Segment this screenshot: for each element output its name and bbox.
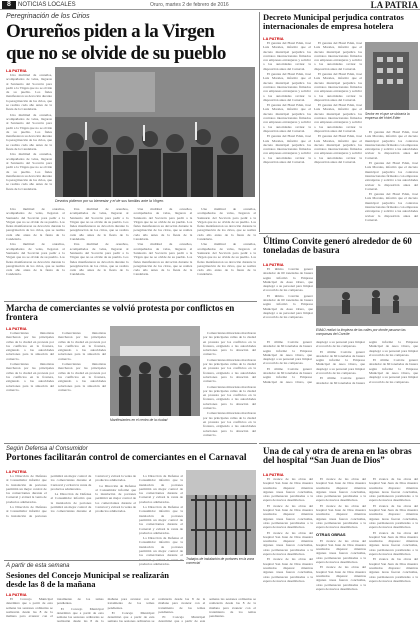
portones-body-2: La Dirección de Defensa al Consumidor informó que la instalación de portones permitirá un mejor control de los comerciantes durante el Carnaval y evitará la venta de productos adulterados. La Dirección de Defensa al Consumidor informó que la instalación de portones permitirá un mejor control de los comerciantes durante el Carnaval y evitará la venta de productos adulterados. La Dirección de Defensa al Consumidor informó que la instalación de portones permitirá un mejor control de los comerciantes durante el productos adulterados.	[139, 474, 183, 566]
decree-photo	[365, 42, 418, 110]
dateline: Oruro, martes 2 de febrero de 2016	[150, 2, 229, 8]
main-body: Una multitud de orureños, acompañados de velas, llegaron al Santuario del Socavón para pedir a la Virgen que no se olvide de su pueblo. Los fieles manifestaron su devoción durante la peregrinación de los cirios, que se realiza cada año antes de la fiesta de la Candelaria. Una multitud de orureños, acompañados de velas, llegaron al Santuario del Socavón para pedir a la Virgen que no se olvide de su pueblo. Los fieles manifestaron su devoción durante la peregrinación de los cirios, que se realiza cada año antes de la fiesta de la Candelaria. Una multitud de orureños, acompañados de velas, llegaron al Santuario del Socavón para pedir a la Virgen que no se olvide de su pueblo. Los fieles manifestaron su devoción durante la peregrinación de los cirios, que se realiza cada año antes de la fiesta de la Candelaria.	[6, 73, 52, 191]
convite-photo-caption: EMAO realizó la limpieza de las calles por donde pasaron las comparsas del Convite	[316, 328, 406, 337]
building-image	[365, 42, 418, 110]
hospital-headline: Una de cal y otra de arena en las obras del hospital “San Juan de Dios”	[263, 446, 412, 466]
main-photo	[55, 67, 255, 197]
decree-photo-caption: Sector en el que se ubicaría la empresa del Hotel Edén	[365, 112, 410, 121]
decree-body-2: El gerente del Hotel Edén, José Luis Morales, informó que el decreto municipal perjudica los contratos internacionales firmados con empresas extranjeras y solicitó a las autoridades revisar la disposición antes del Carnaval. El gerente del Hotel Edén, José Luis Morales, informó que el decreto municipal perjudica los contratos internacionales firmados con empresas extranjeras y solicitó a las autoridades revisar la disposición antes del Carnaval. El gerente del Hotel Edén, José Luis Morales, informó que el decreto municipal perjudica los contratos internacionales firmados con empresas extranjeras y solicitó a las autoridades revisar la disposición antes del Carnaval. El gerente del Hotel Edén, José Luis Morales, informó que el decreto municipal perjudica los contratos internacionales firmados con empresas extranjeras y solicitó a las autoridades revisar la disposición antes del Carnaval.	[314, 41, 362, 165]
hospital-body-3: El avance de las obras del hospital San Juan de Dios muestra resultados dispares: mientras algunas áreas fueron concluidas, otras permanecen paralizadas a la espera de nuevos desembolsos. El avance de las obras del hospital San Juan de Dios muestra resultados dispares: mientras algunas áreas fueron concluidas, otras permanecen paralizadas a la espera de nuevos desembolsos. El avance de las obras del hospital San Juan de Dios muestra resultados dispares: mientras algunas áreas fueron concluidas, otras permanecen paralizadas a la espera de nuevos desembolsos. El avance de las obras del hospital San Juan de Dios muestra resultados dispares: mientras algunas áreas fueron concluidas, otras permanecen paralizadas a la espera de nuevos desembolsos.	[369, 477, 418, 583]
sessions-kicker: A partir de esta semana	[6, 563, 70, 569]
street-image	[316, 266, 418, 326]
main-kicker: Peregrinación de los Cirios	[6, 13, 90, 20]
main-headline-1: Orureños piden a la Virgen	[6, 21, 215, 42]
merchants-body-1: Comerciantes minoristas marcharon por las principales calles de la ciudad en protesta por los conflictos en la frontera, exigiendo a las autoridades soluciones para la situación del comercio. Comerciantes minoristas marcharon por las principales calles de la ciudad en protesta por los conflictos en la frontera, exigiendo a las autoridades soluciones para la situación del comercio. Comerciantes minoristas marcharon por las principales calles de la ciudad en protesta por los conflictos en la frontera, exigiendo a las autoridades soluciones para la situación del comercio. Comerciantes minoristas marcharon por las principales calles de la ciudad en protesta por los conflictos en la frontera, exigiendo a las autoridades soluciones para la situación del comercio.	[6, 331, 106, 392]
section-rule	[4, 301, 257, 302]
protest-image	[110, 326, 200, 416]
merchants-tag: LA PATRIA	[6, 326, 27, 331]
hospital-body-2: El avance de las obras del hospital San Juan de Dios muestra resultados dispares: mientras algunas áreas fueron concluidas, otras permanecen paralizadas a la espera de nuevos desembolsos. El avance de las obras del hospital San Juan de Dios muestra resultados dispares: mientras algunas áreas fueron concluidas, otras permanecen paralizadas a la espera de nuevos desembolsos. OTRAS OBRAS El avance de las obras del hospital San Juan de Dios muestra resultados dispares: mientras algunas áreas fueron concluidas, otras permanecen paralizadas a la espera de nuevos desembolsos. El avance de las obras del hospital San Juan de Dios muestra resultados dispares: mientras algunas áreas fueron concluidas, otras permanecen paralizadas a la espera de nuevos desembolsos.	[316, 477, 366, 591]
portones-kicker: Según Defensa al Consumidor	[6, 446, 88, 452]
section-rule	[4, 443, 257, 444]
portones-photo	[186, 470, 256, 555]
convite-body-2: El último Convite generó alrededor de 60 toneladas de basura según informó la Empresa Municipal de Aseo Oruro, que desplegó a su personal para limpiar el recorrido de las comparsas. El último Convite generó alrededor de 60 toneladas de basura según informó la Empresa Municipal de Aseo Oruro, que desplegó a su personal para limpiar el recorrido de las comparsas. El último Convite generó alrededor de 60 toneladas de basura según informó la Empresa Municipal de Aseo Oruro, que desplegó a su personal para limpiar el recorrido de las comparsas. El último Convite generó alrededor de 60 toneladas de basura según informó la Empresa Municipal de Aseo Oruro, que desplegó a su personal para limpiar el recorrido de las comparsas. El último Convite generó alrededor de 60 toneladas de basura según informó la Empresa Municipal de Aseo Oruro, que desplegó a su personal para limpiar el recorrido de las comparsas.	[263, 340, 418, 385]
portones-body-1: La Dirección de Defensa al Consumidor informó que la instalación de portones permitirá un mejor control de los comerciantes durante el Carnaval y evitará la venta de productos adulterados. La Dirección de Defensa al Consumidor informó que la instalación de portones permitirá un mejor control de los comerciantes durante el Carnaval y evitará la venta de productos adulterados. La Dirección de Defensa al Consumidor informó que la instalación de portones permitirá un mejor control de los comerciantes durante el Carnaval y evitará la venta de productos adulterados. La Dirección de Defensa al Consumidor informó que la instalación de portones permitirá un mejor control de los comerciantes durante el Carnaval y evitará la venta de productos adulterados.	[6, 474, 136, 518]
column-divider	[259, 12, 260, 232]
sessions-tag: LA PATRIA	[6, 592, 27, 597]
main-tag: LA PATRIA	[6, 68, 27, 73]
page-number: 8	[2, 1, 16, 9]
main-body-continued: Una multitud de orureños, acompañados de velas, llegaron al Santuario del Socavón para pedir a la Virgen que no se olvide de su pueblo. Los fieles manifestaron su devoción durante la peregrinación de los cirios, que se realiza cada año antes de la fiesta de la Candelaria. Una multitud de orureños, acompañados de velas, llegaron al Santuario del Socavón para pedir a la Virgen que no se olvide de su pueblo. Los fieles manifestaron su devoción durante la peregrinación de los cirios, que se realiza cada año antes de la fiesta de la Candelaria. Una multitud de orureños, acompañados de velas, llegaron al Santuario del Socavón para pedir a la Virgen que no se olvide de su pueblo. Los fieles manifestaron su devoción durante la peregrinación de los cirios, que se realiza cada año antes de la fiesta de la Candelaria. Una multitud de orureños, acompañados de velas, llegaron al Santuario del Socavón para pedir a la Virgen que no se olvide de su pueblo. Los fieles manifestaron su devoción durante la peregrinación de los cirios, que se realiza cada año antes de la fiesta de la Candelaria. Una multitud de orureños, acompañados de velas, llegaron al Santuario del Socavón para pedir a la Virgen que no se olvide de su pueblo. Los fieles manifestaron su devoción durante la peregrinación de los cirios, que se realiza cada año antes de la fiesta de la Candelaria. Una multitud de orureños, acompañados de velas, llegaron al Santuario del Socavón para pedir a la Virgen que no se olvide de su pueblo. Los fieles manifestaron su devoción durante la peregrinación de los cirios, que se realiza cada año antes de la fiesta de la Candelaria. Una multitud de orureños, acompañados de velas, llegaron al Santuario del Socavón para pedir a la Virgen que no se olvide de su pueblo. Los fieles manifestaron su devoción durante la peregrinación de los cirios, que se realiza cada año antes de la fiesta de la Candelaria. Una multitud de orureños, acompañados de velas, llegaron al Santuario del Socavón para pedir a la Virgen que no se olvide de su pueblo. Los fieles manifestaron su devoción durante la peregrinación de los cirios, que se realiza cada año antes de la fiesta de la Candelaria.	[6, 207, 256, 277]
sessions-body: El Concejo Municipal determinó que a partir de esta semana las sesiones ordinarias se realizarán desde las 8 de la mañana para avanzar con el tratamiento de los temas pendientes. El Concejo Municipal determinó que a partir de esta semana las sesiones ordinarias se realizarán desde las 8 de la mañana para avanzar con el tratamiento de los temas pendientes. El Concejo Municipal determinó que a partir de esta semana las sesiones ordinarias se realizarán desde las 8 de la mañana para avanzar con el tratamiento de los temas pendientes. El Concejo Municipal determinó que a partir de esta semana las sesiones ordinarias se realizarán desde las 8 de la mañana para avanzar con el tratamiento de los temas pendientes.	[6, 597, 256, 624]
convite-tag: LA PATRIA	[263, 262, 284, 267]
merchants-headline: Marcha de comerciantes se volvió protesta por conflictos en frontera	[6, 303, 235, 323]
portones-tag: LA PATRIA	[6, 469, 27, 474]
portones-photo-caption: Trabajos de instalación de portones en la zona comercial	[186, 557, 255, 566]
hospital-tag: LA PATRIA	[263, 472, 284, 477]
decree-body-3: El gerente del Hotel Edén, José Luis Morales, informó que el decreto municipal perjudica los contratos internacionales firmados con empresas extranjeras y solicitó a las autoridades revisar la disposición antes del Carnaval. El gerente del Hotel Edén, José Luis Morales, informó que el decreto municipal perjudica los contratos internacionales firmados con empresas extranjeras y solicitó a las autoridades revisar la disposición antes del Carnaval. El gerente del Hotel Edén, José Luis Morales, informó que el decreto municipal perjudica los contratos internacionales firmados con empresas extranjeras y solicitó a las autoridades revisar la disposición antes del Carnaval.	[365, 130, 418, 222]
crowd-image	[55, 67, 255, 197]
decree-body-1: El gerente del Hotel Edén, José Luis Morales, informó que el decreto municipal perjudica los contratos internacionales firmados con empresas extranjeras y solicitó a las autoridades revisar la disposición antes del Carnaval. El gerente del Hotel Edén, José Luis Morales, informó que el decreto municipal perjudica los contratos internacionales firmados con empresas extranjeras y solicitó a las autoridades revisar la disposición antes del Carnaval. El gerente del Hotel Edén, José Luis Morales, informó que el decreto municipal perjudica los contratos internacionales firmados con empresas extranjeras y solicitó a las autoridades revisar la disposición antes del Carnaval. El gerente del Hotel Edén, José Luis Morales, informó que el decreto municipal perjudica los contratos internacionales firmados con empresas extranjeras y solicitó a las autoridades revisar la disposición antes del Carnaval.	[263, 41, 311, 165]
decree-headline: Decreto Municipal perjudica contratos internacionales de empresa hotelera	[263, 12, 404, 31]
section-rule	[259, 443, 420, 444]
merchants-body-2: Comerciantes minoristas marcharon por las principales calles de la ciudad en protesta por los conflictos en la frontera, exigiendo a las autoridades soluciones para la situación del comercio. Comerciantes minoristas marcharon por las principales calles de la ciudad en protesta por los conflictos en la frontera, exigiendo a las autoridades soluciones para la situación del comercio. Comerciantes minoristas marcharon por las principales calles de la ciudad en protesta por los conflictos en la frontera, exigiendo a las autoridades soluciones para la situación del comercio. Comerciantes minoristas marcharon por las principales calles de la ciudad en protesta por los conflictos en la frontera, exigiendo a las autoridades soluciones para la situación del comercio.	[203, 331, 256, 437]
newspaper-name: LA PATRIA	[370, 0, 418, 10]
portones-headline: Portones facilitarán control de comerciantes en el Carnaval	[6, 453, 247, 463]
sessions-headline: Sesiones del Concejo Municipal se realizarán desde las 8 de la mañana	[6, 570, 169, 589]
hospital-subhead: OTRAS OBRAS	[316, 531, 346, 537]
convite-headline: Último Convite generó alrededor de 60 toneladas de basura	[263, 236, 412, 256]
main-photo-caption: Devotos pidieron por su bienestar y el de sus familias ante la Virgen.	[55, 199, 165, 203]
section-label: NOTICIAS LOCALES	[18, 2, 76, 8]
gate-image	[186, 470, 256, 555]
hospital-body-1: El avance de las obras del hospital San Juan de Dios muestra resultados dispares: mientras algunas áreas fueron concluidas, otras permanecen paralizadas a la espera de nuevos desembolsos. El avance de las obras del hospital San Juan de Dios muestra resultados dispares: mientras algunas áreas fueron concluidas, otras permanecen paralizadas a la espera de nuevos desembolsos. El avance de las obras del hospital San Juan de Dios muestra resultados dispares: mientras algunas áreas fueron concluidas, otras permanecen paralizadas a la espera de nuevos desembolsos. El avance de las obras del hospital San Juan de Dios muestra resultados dispares: mientras algunas áreas fueron concluidas, otras permanecen paralizadas a la espera de nuevos desembolsos.	[263, 477, 313, 583]
convite-body-1: El último Convite generó alrededor de 60 toneladas de basura según informó la Empresa Municipal de Aseo Oruro, que desplegó a su personal para limpiar el recorrido de las comparsas. El último Convite generó alrededor de 60 toneladas de basura según informó la Empresa Municipal de Aseo Oruro, que desplegó a su personal para limpiar el recorrido de las comparsas.	[263, 267, 313, 320]
section-rule	[259, 233, 420, 234]
merchants-photo	[110, 326, 200, 416]
merchants-photo-caption: Manifestantes en el centro de la ciudad	[110, 418, 168, 422]
convite-photo	[316, 266, 418, 326]
decree-tag: LA PATRIA	[263, 36, 284, 41]
section-rule	[4, 560, 184, 561]
main-headline-2: que no se olvide de su pueblo	[6, 43, 226, 64]
